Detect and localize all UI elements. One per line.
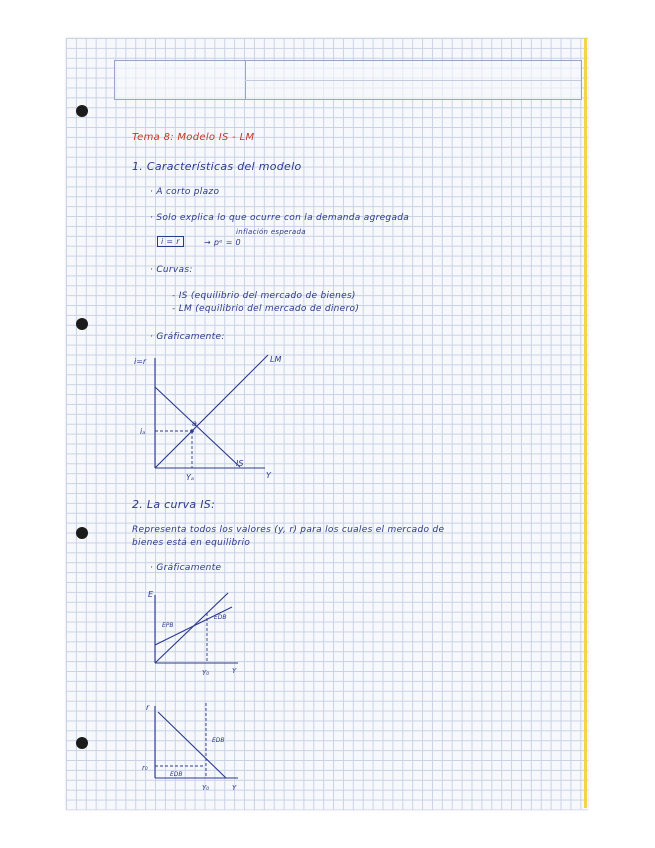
graph2-x-label: Y	[232, 667, 237, 675]
curva-lm-text: - LM (equilibrio del mercado de dinero)	[172, 304, 360, 314]
is-label: IS	[236, 459, 244, 468]
graph-r-y	[140, 698, 250, 793]
punch-hole	[76, 105, 88, 117]
ia-label: iₐ	[140, 427, 146, 436]
section1-heading: 1. Características del modelo	[132, 160, 302, 173]
graph3-x-label: Y	[232, 784, 237, 792]
is-curve-2	[158, 712, 226, 778]
r0-label: r₀	[142, 764, 148, 772]
punch-hole	[76, 737, 88, 749]
is-lm-graph	[130, 350, 290, 490]
section2-heading: 2. La curva IS:	[132, 498, 216, 511]
formula-rest: → pᵉ = 0	[204, 238, 241, 247]
graph1-y-label: i=r	[134, 357, 147, 366]
section2-line1: Representa todos los valores (y, r) para los cuales el mercado de	[132, 525, 445, 535]
edb-top-label: EDB	[212, 737, 225, 744]
section2-line2: bienes está en equilibrio	[132, 538, 251, 548]
grafica-label-1: · Gráficamente:	[150, 332, 225, 342]
bullet-corto-plazo: · A corto plazo	[150, 187, 220, 197]
edb-label: EDB	[214, 614, 227, 621]
graph2-y-label: E	[148, 590, 154, 599]
formula-box: i = r	[157, 236, 184, 247]
graph3-y-label: r	[146, 703, 150, 712]
point-a-label: a	[192, 419, 197, 428]
punch-hole	[76, 527, 88, 539]
graph1-x-label: Y	[266, 471, 271, 480]
margin-line	[584, 38, 587, 808]
lm-label: LM	[270, 355, 282, 364]
bullet-demanda-agregada: · Solo explica lo que ocurre con la demanda agregada	[150, 213, 410, 223]
epb-label: EPB	[162, 622, 174, 629]
punch-hole	[76, 318, 88, 330]
lm-curve	[155, 355, 268, 468]
header-box	[114, 60, 582, 100]
graph3-y0-label: Y₀	[202, 784, 210, 792]
equilibrium-point	[190, 429, 194, 433]
graph-e-y	[140, 585, 250, 680]
bullet-curvas: · Curvas:	[150, 265, 193, 275]
grafica-label-2: · Gráficamente	[150, 563, 222, 573]
curva-is-text: - IS (equilibrio del mercado de bienes)	[172, 291, 356, 301]
graph2-y0-label: Y₀	[202, 669, 210, 677]
ya-label: Yₐ	[186, 473, 195, 482]
page-title: Tema 8: Modelo IS - LM	[132, 132, 255, 143]
note-inflacion: inflación esperada	[236, 228, 306, 236]
edb-bottom-label: EDB	[170, 771, 183, 778]
